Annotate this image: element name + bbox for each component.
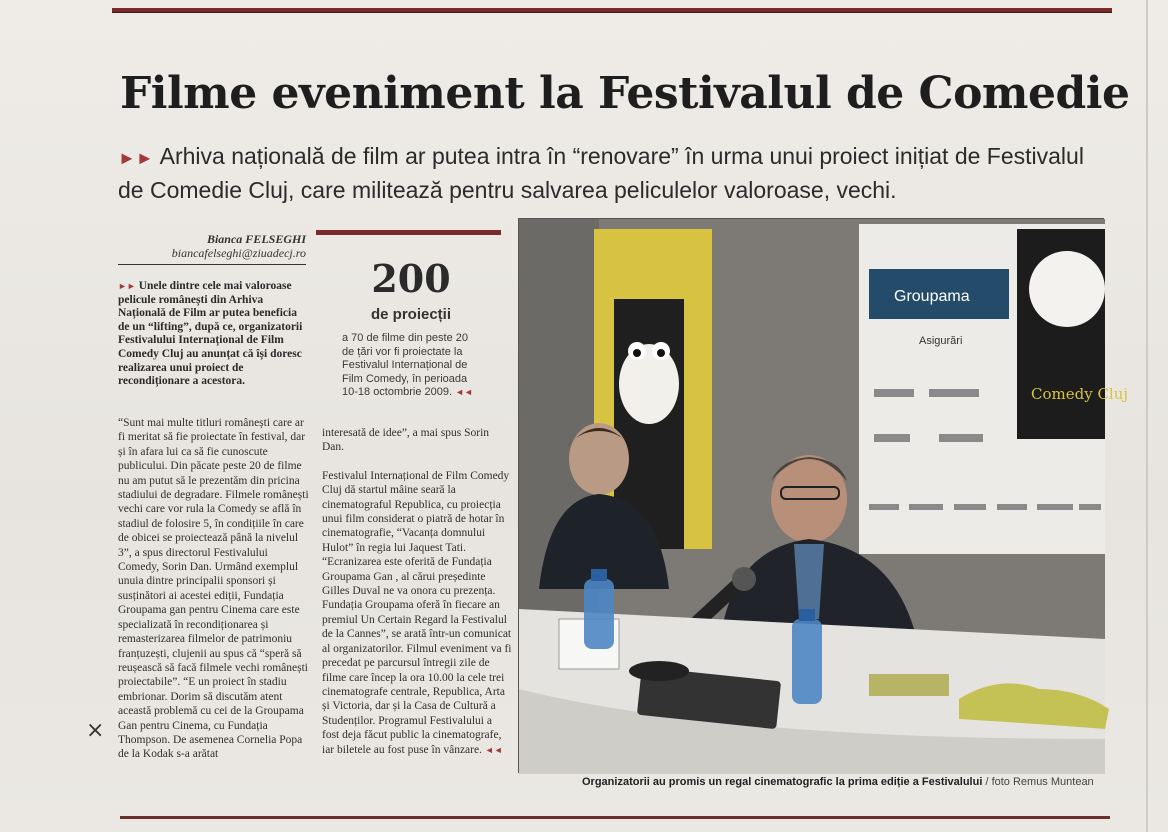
factbox-body: a 70 de filme din peste 20 de țări vor fi proiectate la Festivalul Internațional de Film Comedy, în perioada 10-18 octombrie 2009. (342, 332, 468, 398)
poster-text: Comedy Cluj (1031, 385, 1129, 403)
end-mark-icon: ◄◄ (455, 387, 473, 397)
top-rule (112, 8, 1112, 13)
body-paragraph: “Sunt mai multe titluri românești care ar fi meritat să fie proiectate în festival, dar și în afara lui ca să fie cunoscute publicului. Din păcate peste 20 de filme nu am putut să le prezentăm din pricina stadiului de degradare. Filmele românești vechi care vor rula la Comedy se află în stadiul de folosire 5, în condițiile în care de obicei se proiectează până la nivelul 3”, a spus directorul Festivalului Comedy, Sorin Dan. Urmând exemplul unuia dintre principalii sponsori și susținători ai acestei ediții, Fundația Groupama gan pentru Cinema care este specializată în recondiționarea și remasterizarea filmelor de patrimoniu franțuzești, clujenii au spus că “speră să reușească să facă filmele vechi românești proiectabile”. “E un proiect în stadiu embrionar. Dorim să discutăm atent această problemă cu cei de la Groupama Gan pentru Cinema, cu Fundația Thompson. De asemenea Cornelia Popa de la Kodak s-a arătat (118, 417, 309, 761)
water-bottle (584, 579, 614, 649)
banner-brand: Groupama (894, 288, 970, 305)
banner-sub: Asigurări (919, 335, 963, 347)
photo-caption (582, 776, 1112, 788)
sidebar-rule (316, 230, 501, 235)
body-paragraph: interesată de idee”, a mai spus Sorin Dan. (322, 427, 490, 454)
end-mark-icon: ◄◄ (484, 744, 503, 755)
double-arrow-icon: ►► (118, 148, 154, 168)
body-paragraph (322, 469, 512, 757)
byline-divider (118, 264, 306, 265)
factbox-number: 200 (371, 256, 451, 301)
pen-mark: ⨯ (86, 718, 105, 743)
body-column-1 (118, 416, 310, 762)
byline (118, 232, 306, 260)
water-bottle (792, 619, 822, 704)
caption-text: Organizatorii au promis un regal cinematografic la prima ediție a Festivalului (582, 776, 983, 788)
page-fold (1146, 0, 1148, 832)
photo-credit: / foto Remus Muntean (985, 776, 1094, 788)
body-text: Festivalul Internațional de Film Comedy Cluj dă startul mâine seară la cinematograful Republica, cu proiecția unui film considerat o piatră de hotar în cinematografie, “Vacanța domnului Hulot” în regia lui Jaquest Tati. “Ecranizarea este oferită de Fundația Groupama Gan , al cărui președinte Gilles Duval ne va onora cu prezența. Fundația Groupama oferă în fiecare an premiul Un Certain Regard la Festivalul de la Cannes”, se arată într-un comunicat al organizatorilor. Filmul eveniment va fi precedat pe parcursul întregii zile de filme care încep la ora 10.00 la cele trei cinematografe centrale, Republica, Arta și Victoria, dar și la Casa de Cultură a Studenților. Programul Festivalului a fost deja făcut public la cinematografe, iar biletele au fost puse în vânzare. (322, 469, 512, 756)
lead-paragraph (118, 280, 310, 389)
subhead-text: Arhiva națională de film ar putea intra în “renovare” în urma unui proiect inițiat de Festivalul de Comedie Cluj, care militează pentru salvarea peliculelor valoroase, vechi. (118, 143, 1084, 203)
photo-illustration (519, 219, 1129, 774)
subheadline (118, 140, 1108, 206)
press-conference-photo (518, 218, 1129, 773)
factbox-label: de proiecții (370, 306, 452, 323)
factbox-text (342, 332, 482, 400)
author-name: Bianca FELSEGHI (206, 232, 306, 246)
body-column-2 (322, 426, 512, 757)
headline: Filme eveniment la Festivalul de Comedie (120, 68, 1130, 119)
double-arrow-icon: ►► (118, 281, 136, 291)
author-email: biancafelseghi@ziuadecj.ro (171, 246, 306, 260)
bottom-rule (120, 816, 1110, 819)
lead-text: Unele dintre cele mai valoroase pelicule românești din Arhiva Națională de Film ar putea beneficia de un “lifting”, după ce, organizatorii Festivalului Internațional de Film Comedy Cluj au anunțat că își doresc realizarea unui proiect de recondiționare a acestora. (118, 280, 303, 388)
